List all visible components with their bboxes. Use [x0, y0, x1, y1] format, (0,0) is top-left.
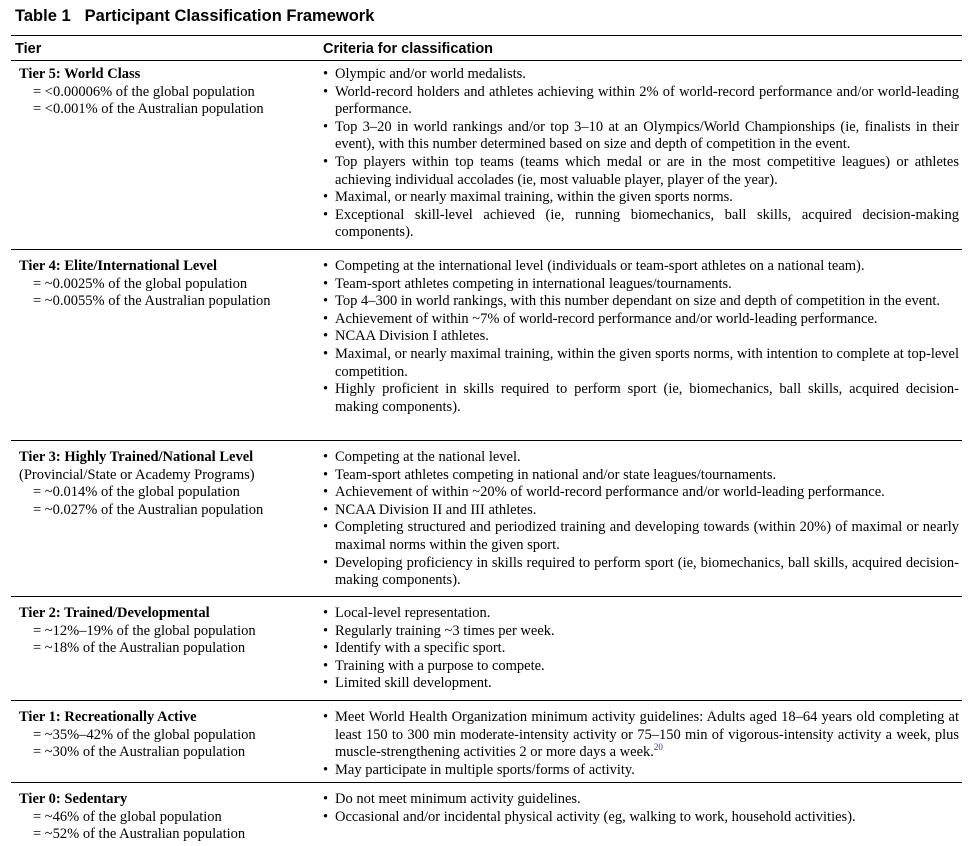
tier-cell — [19, 449, 319, 519]
reference-link[interactable]: 20 — [653, 742, 663, 753]
bullet-icon: • — [323, 381, 329, 398]
criteria-item — [323, 623, 959, 641]
criteria-item — [323, 258, 959, 276]
bullet-icon: • — [323, 66, 329, 82]
criteria-item — [323, 66, 959, 84]
criteria-item — [323, 189, 959, 207]
criteria-item — [323, 675, 959, 693]
criteria-cell — [323, 605, 959, 693]
criteria-item — [323, 467, 959, 485]
bullet-icon: • — [323, 622, 329, 639]
criteria-list — [323, 449, 959, 590]
criteria-item — [323, 119, 959, 154]
table-label: Table 1 — [15, 7, 71, 25]
criteria-item — [323, 346, 959, 381]
bullet-icon: • — [323, 449, 329, 465]
criteria-text: Meet World Health Organization minimum activity guidelines: Adults aged 18–64 years old completing at least 150 to 300 min moderate-intensity activity or 75–150 min of vigorous-intensity activity a week, plus muscle-strengthening activities 2 or more days a week. — [335, 709, 959, 761]
row-separator — [11, 249, 962, 250]
bullet-icon: • — [323, 466, 329, 483]
tier-title: Tier 2: Trained/Developmental — [19, 605, 210, 621]
bullet-icon: • — [323, 153, 329, 170]
criteria-item — [323, 502, 959, 520]
criteria-item — [323, 449, 959, 467]
bullet-icon: • — [323, 345, 329, 362]
tier-title: Tier 4: Elite/International Level — [19, 258, 218, 274]
criteria-text: Exceptional skill-level achieved (ie, running biomechanics, ball skills, acquired decision-making components). — [335, 206, 959, 241]
criteria-text: Achievement of within ~20% of world-record performance and/or world-leading performance. — [335, 484, 885, 501]
tier-cell — [19, 605, 319, 658]
bullet-icon: • — [323, 328, 329, 345]
criteria-text: Competing at the national level. — [335, 449, 521, 465]
criteria-item — [323, 762, 959, 780]
tier-cell — [19, 258, 319, 311]
criteria-text: Team-sport athletes competing in international leagues/tournaments. — [335, 275, 732, 292]
bullet-icon: • — [323, 808, 329, 825]
criteria-item — [323, 605, 959, 623]
table-title: Participant Classification Framework — [84, 7, 375, 25]
bullet-icon: • — [323, 275, 329, 292]
criteria-item — [323, 640, 959, 658]
criteria-text: Developing proficiency in skills required to perform sport (ie, biomechanics, ball skills, acquired decision-making components). — [335, 554, 959, 589]
criteria-text: Top 3–20 in world rankings and/or top 3–10 at an Olympics/World Championships (ie, finalists in their event), with this number determined based on size and depth of competition in the event. — [335, 118, 959, 153]
tier-cell — [19, 709, 319, 762]
table-caption — [15, 7, 374, 26]
criteria-item — [323, 809, 959, 827]
population-stat: = <0.001% of the Australian population — [33, 101, 264, 118]
criteria-item — [323, 381, 959, 416]
criteria-text: Identify with a specific sport. — [335, 640, 506, 657]
criteria-text: NCAA Division II and III athletes. — [335, 501, 537, 518]
criteria-text: Highly proficient in skills required to perform sport (ie, biomechanics, ball skills, acquired decision-making components). — [335, 381, 959, 415]
criteria-list — [323, 791, 959, 826]
bullet-icon: • — [323, 519, 329, 536]
bullet-icon: • — [323, 293, 329, 310]
row-separator — [11, 782, 962, 783]
bullet-icon: • — [323, 501, 329, 518]
tier-title: Tier 1: Recreationally Active — [19, 709, 197, 725]
criteria-text: Do not meet minimum activity guidelines. — [335, 791, 581, 807]
criteria-text: World-record holders and athletes achieving within 2% of world-record performance and/or world-leading performance. — [335, 83, 959, 118]
column-header-criteria: Criteria for classification — [323, 41, 494, 57]
bullet-icon: • — [323, 83, 329, 100]
bullet-icon: • — [323, 206, 329, 223]
criteria-list — [323, 258, 959, 416]
bullet-icon: • — [323, 554, 329, 571]
population-stat: = ~30% of the Australian population — [33, 744, 246, 761]
criteria-cell — [323, 709, 959, 779]
criteria-text: Maximal, or nearly maximal training, within the given sports norms. — [335, 189, 733, 206]
population-stat: = ~0.027% of the Australian population — [33, 501, 264, 518]
tier-title: Tier 0: Sedentary — [19, 791, 128, 807]
bullet-icon: • — [323, 657, 329, 674]
criteria-item — [323, 328, 959, 346]
criteria-text: Competing at the international level (individuals or team-sport athletes on a national team). — [335, 258, 865, 274]
tier-subtitle: (Provincial/State or Academy Programs) — [19, 466, 255, 483]
bullet-icon: • — [323, 761, 329, 778]
criteria-text: Team-sport athletes competing in national and/or state leagues/tournaments. — [335, 466, 777, 483]
criteria-text: Maximal, or nearly maximal training, within the given sports norms, with intention to complete at top-level competition. — [335, 345, 959, 380]
criteria-text: Occasional and/or incidental physical activity (eg, walking to work, household activities). — [335, 808, 856, 825]
criteria-item — [323, 207, 959, 242]
criteria-item — [323, 84, 959, 119]
criteria-cell — [323, 66, 959, 242]
population-stat: = ~0.014% of the global population — [33, 484, 240, 501]
criteria-item — [323, 709, 959, 762]
population-stat: = ~18% of the Australian population — [33, 640, 246, 657]
criteria-text: Local-level representation. — [335, 605, 491, 621]
criteria-text: Top 4–300 in world rankings, with this number dependant on size and depth of competition in the event. — [335, 293, 941, 310]
criteria-item — [323, 555, 959, 590]
bullet-icon: • — [323, 484, 329, 501]
row-separator — [11, 596, 962, 597]
population-stat: = ~46% of the global population — [33, 808, 222, 825]
bullet-icon: • — [323, 258, 329, 274]
criteria-text: Regularly training ~3 times per week. — [335, 622, 555, 639]
criteria-item — [323, 276, 959, 294]
tier-cell — [19, 66, 319, 119]
bullet-icon: • — [323, 310, 329, 327]
criteria-text: Completing structured and periodized training and developing towards (within 20%) of maximal or nearly maximal norms within the given sport. — [335, 519, 959, 553]
criteria-item — [323, 293, 959, 311]
criteria-cell — [323, 258, 959, 416]
bullet-icon: • — [323, 675, 329, 692]
column-header-tier: Tier — [15, 41, 42, 57]
tier-title: Tier 3: Highly Trained/National Level — [19, 449, 254, 465]
criteria-list — [323, 605, 959, 693]
criteria-list — [323, 709, 959, 779]
criteria-list — [323, 66, 959, 242]
row-separator — [11, 440, 962, 441]
criteria-text: Olympic and/or world medalists. — [335, 66, 526, 82]
criteria-text: Training with a purpose to compete. — [335, 657, 545, 674]
bullet-icon: • — [323, 709, 329, 725]
population-stat: = ~12%–19% of the global population — [33, 622, 256, 639]
criteria-text: Top players within top teams (teams which medal or are in the most competitive leagues) or athletes achieving individual accolades (ie, most valuable player, player of the year). — [335, 153, 959, 188]
bullet-icon: • — [323, 791, 329, 807]
criteria-item — [323, 791, 959, 809]
criteria-cell — [323, 449, 959, 590]
criteria-cell — [323, 791, 959, 826]
criteria-item — [323, 658, 959, 676]
criteria-item — [323, 311, 959, 329]
population-stat: = ~52% of the Australian population — [33, 826, 246, 843]
criteria-item — [323, 154, 959, 189]
bullet-icon: • — [323, 189, 329, 206]
population-stat: = ~0.0025% of the global population — [33, 275, 248, 292]
population-stat: = ~35%–42% of the global population — [33, 726, 256, 743]
population-stat: = ~0.0055% of the Australian population — [33, 293, 271, 310]
bullet-icon: • — [323, 640, 329, 657]
top-rule — [11, 35, 962, 36]
criteria-text: Limited skill development. — [335, 675, 492, 692]
header-rule — [11, 60, 962, 61]
row-separator — [11, 700, 962, 701]
criteria-text: May participate in multiple sports/forms of activity. — [335, 761, 635, 778]
bullet-icon: • — [323, 605, 329, 621]
criteria-item — [323, 519, 959, 554]
criteria-text: NCAA Division I athletes. — [335, 328, 489, 345]
population-stat: = <0.00006% of the global population — [33, 83, 255, 100]
criteria-item — [323, 484, 959, 502]
tier-cell — [19, 791, 319, 844]
bullet-icon: • — [323, 118, 329, 135]
criteria-text: Achievement of within ~7% of world-record performance and/or world-leading performance. — [335, 310, 878, 327]
tier-title: Tier 5: World Class — [19, 66, 141, 82]
